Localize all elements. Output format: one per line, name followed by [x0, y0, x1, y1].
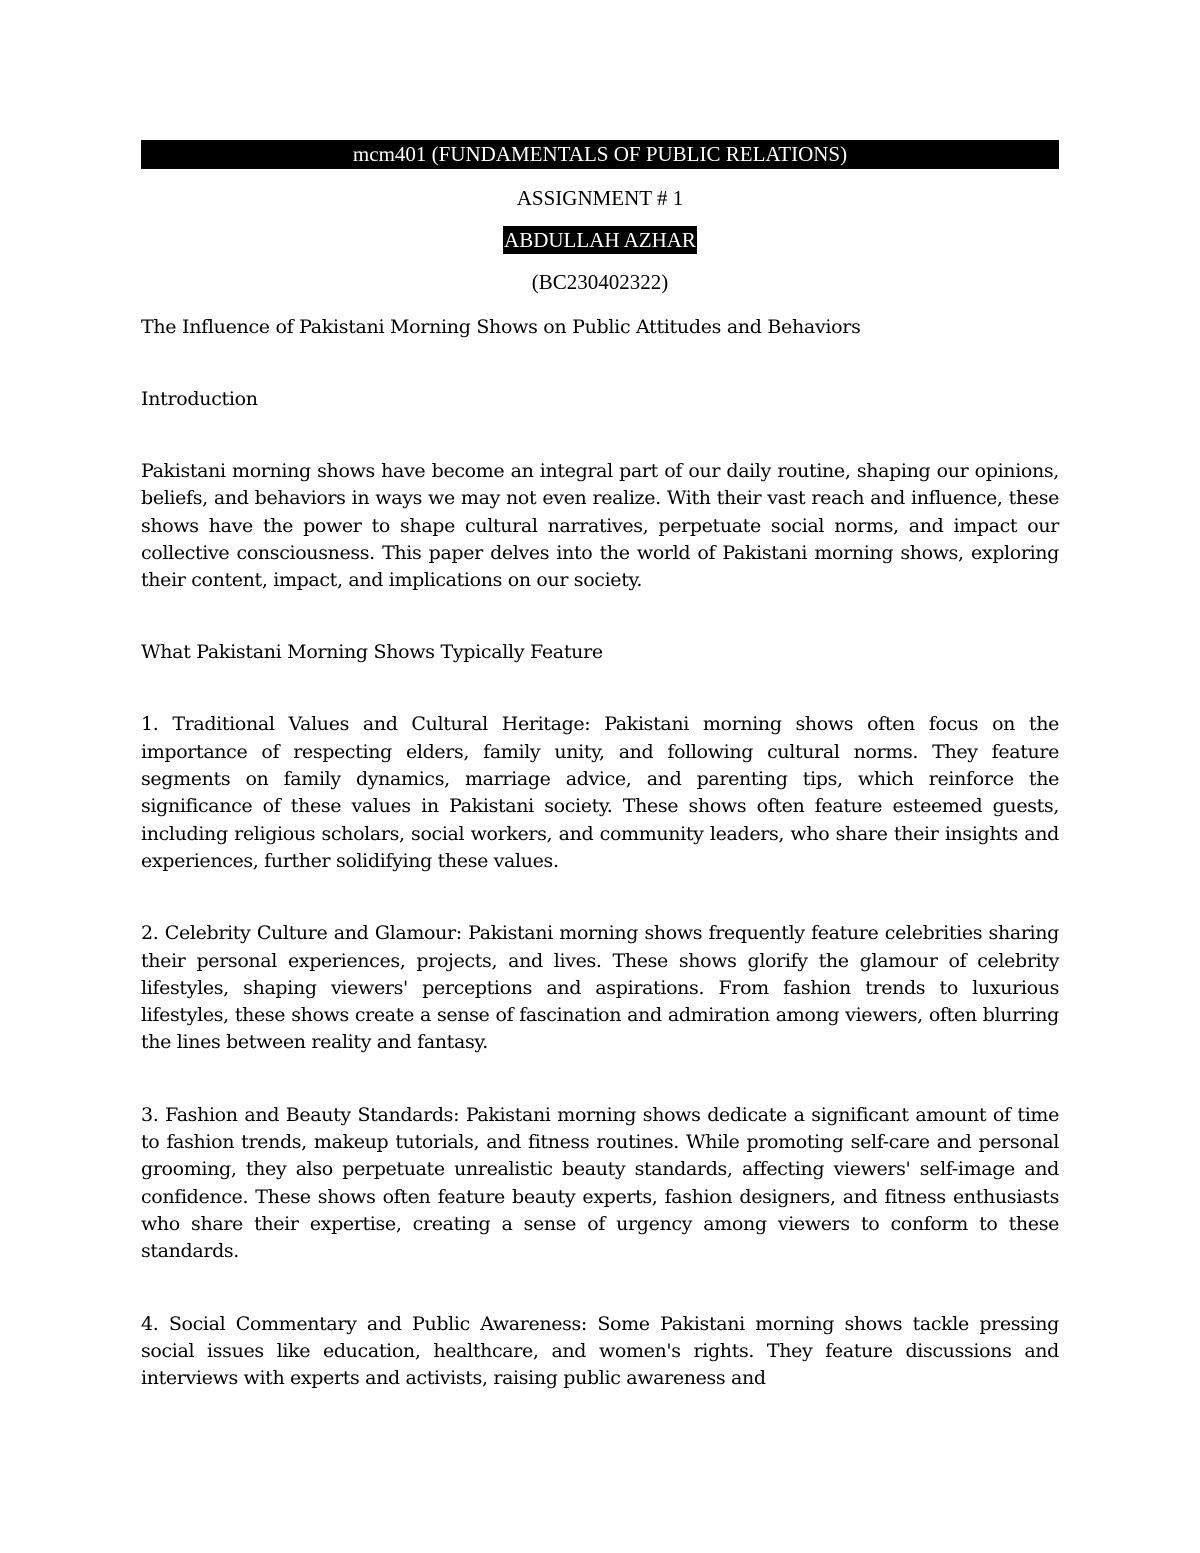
student-id: (BC230402322)	[531, 270, 669, 294]
introduction-paragraph: Pakistani morning shows have become an integral part of our daily routine, shaping our opinions, beliefs, and behaviors in ways we may not even realize. With their vast reach and influence, these shows have the power to shape cultural narratives, perpetuate social norms, and impact our collective consciousness. This paper delves into the world of Pakistani morning shows, exploring their content, impact, and implications on our society.	[141, 460, 1059, 592]
feature-item-1: 1. Traditional Values and Cultural Heritage: Pakistani morning shows often focus on the importance of respecting elders, family unity, and following cultural norms. They feature segments on family dynamics, marriage advice, and parenting tips, which reinforce the significance of these values in Pakistani society. These shows often feature esteemed guests, including religious scholars, social workers, and community leaders, who share their insights and experiences, further solidifying these values.	[141, 713, 1059, 872]
student-name: ABDULLAH AZHAR	[504, 228, 696, 252]
feature-item-4: 4. Social Commentary and Public Awareness: Some Pakistani morning shows tackle pressing social issues like education, healthcare, and women's rights. They feature discussions and interviews with experts and activists, raising public awareness and	[141, 1312, 1059, 1390]
document-title: The Influence of Pakistani Morning Shows on Public Attitudes and Behaviors	[141, 316, 861, 338]
feature-item-3: 3. Fashion and Beauty Standards: Pakistani morning shows dedicate a significant amount of time to fashion trends, makeup tutorials, and fitness routines. While promoting self-care and personal grooming, they also perpetuate unrealistic beauty standards, affecting viewers' self-image and confidence. These shows often feature beauty experts, fashion designers, and fitness enthusiasts who share their expertise, creating a sense of urgency among viewers to conform to these standards.	[141, 1103, 1059, 1263]
feature-item-2: 2. Celebrity Culture and Glamour: Pakistani morning shows frequently feature celebrities sharing their personal experiences, projects, and lives. These shows glorify the glamour of celebrity lifestyles, shaping viewers' perceptions and aspirations. From fashion trends to luxurious lifestyles, these shows create a sense of fascination and admiration among viewers, often blurring the lines between reality and fantasy.	[141, 922, 1059, 1054]
course-title-banner: mcm401 (FUNDAMENTALS OF PUBLIC RELATIONS)	[141, 140, 1059, 169]
features-heading: What Pakistani Morning Shows Typically Feature	[141, 641, 603, 664]
document-page	[141, 140, 1059, 1392]
student-name-line	[141, 226, 1059, 254]
introduction-heading: Introduction	[141, 388, 258, 410]
assignment-number: ASSIGNMENT # 1	[516, 186, 684, 210]
